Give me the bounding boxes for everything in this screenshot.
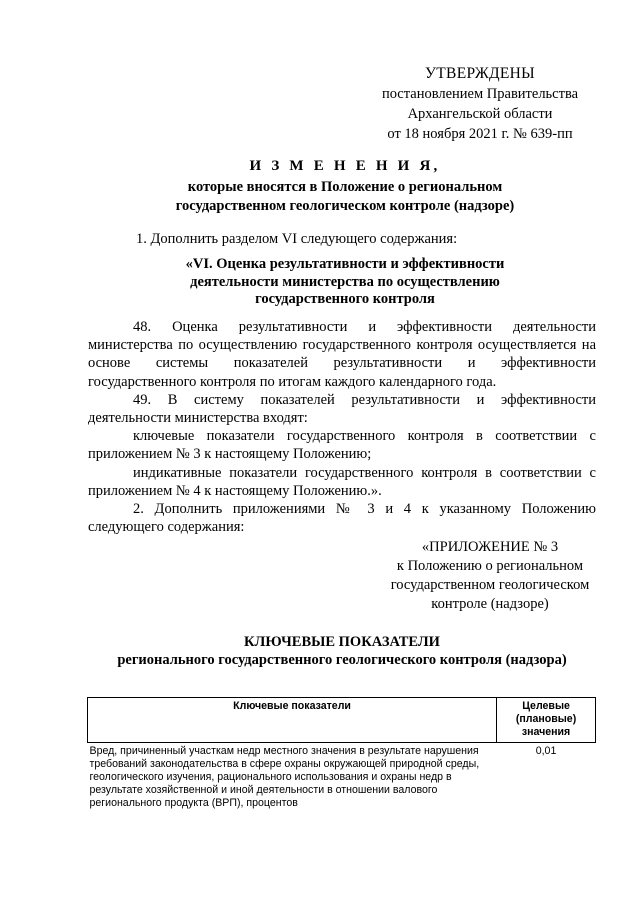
changes-title: И З М Е Н Е Н И Я, (249, 158, 441, 174)
header-target-value: Целевые (плановые) значения (497, 698, 596, 743)
indicator-cell: Вред, причиненный участкам недр местного значения в результате нарушения требований законодательства в сфере охраны окружающей природной среды, геологического изучения, рационального использования и охраны недр в результате хозяйственной и иной деятельности в отношении валового регионального продукта (ВРП), процентов (89, 745, 480, 809)
section-title (150, 256, 540, 309)
target-value-cell: 0,01 (535, 745, 557, 757)
paragraph-49: 49. В систему показателей результативности и эффективности деятельности министерства входят: (88, 391, 596, 427)
approval-line-1: постановлением Правительства (381, 86, 579, 102)
appendix-block (360, 538, 620, 614)
appendix-line-2: к Положению о региональном (396, 558, 584, 574)
section-line-2: деятельности министерства по осуществлению (190, 273, 500, 290)
appendix-title: «ПРИЛОЖЕНИЕ № 3 (421, 539, 559, 555)
header-indicator: Ключевые показатели (88, 698, 497, 743)
table-header-row (88, 698, 596, 743)
paragraph-2: 2. Дополнить приложениями № 3 и 4 к указанному Положению следующего содержания: (88, 501, 596, 536)
key-indicators-heading (88, 633, 596, 669)
paragraph-48: 48. Оценка результативности и эффективности деятельности министерства по осуществлению государственного контроля осуществляется на основе системы показателей результативности и эффективности государственного контроля по итогам каждого календарного года. (88, 319, 596, 390)
item-1: 1. Дополнить разделом VI следующего содержания: (136, 231, 458, 247)
appendix-line-3: государственном геологическом (390, 577, 590, 593)
section-body (88, 318, 596, 536)
changes-line-1: которые вносятся в Положение о региональном (187, 179, 503, 195)
table-row (88, 743, 596, 813)
key-indicators-title: КЛЮЧЕВЫЕ ПОКАЗАТЕЛИ (244, 634, 440, 650)
changes-heading (100, 157, 590, 216)
section-line-1: «VI. Оценка результативности и эффективности (185, 256, 505, 272)
approval-block (345, 64, 615, 144)
paragraph-indicative-indicators: индикативные показатели государственного контроля в соответствии с приложением № 4 к настоящему Положению.». (88, 464, 596, 499)
approval-line-3: от 18 ноября 2021 г. № 639-пп (387, 126, 573, 142)
approval-title: УТВЕРЖДЕНЫ (425, 65, 535, 82)
key-indicators-subtitle: регионального государственного геологического контроля (надзора) (117, 652, 567, 668)
section-line-3: государственного контроля (255, 291, 435, 307)
paragraph-key-indicators: ключевые показатели государственного контроля в соответствии с приложением № 3 к настоящему Положению; (88, 428, 596, 463)
appendix-line-4: контроле (надзоре) (431, 596, 549, 612)
approval-line-2: Архангельской области (407, 106, 553, 122)
changes-line-2: государственном геологическом контроле (надзоре) (175, 198, 515, 214)
key-indicators-table (87, 697, 596, 812)
